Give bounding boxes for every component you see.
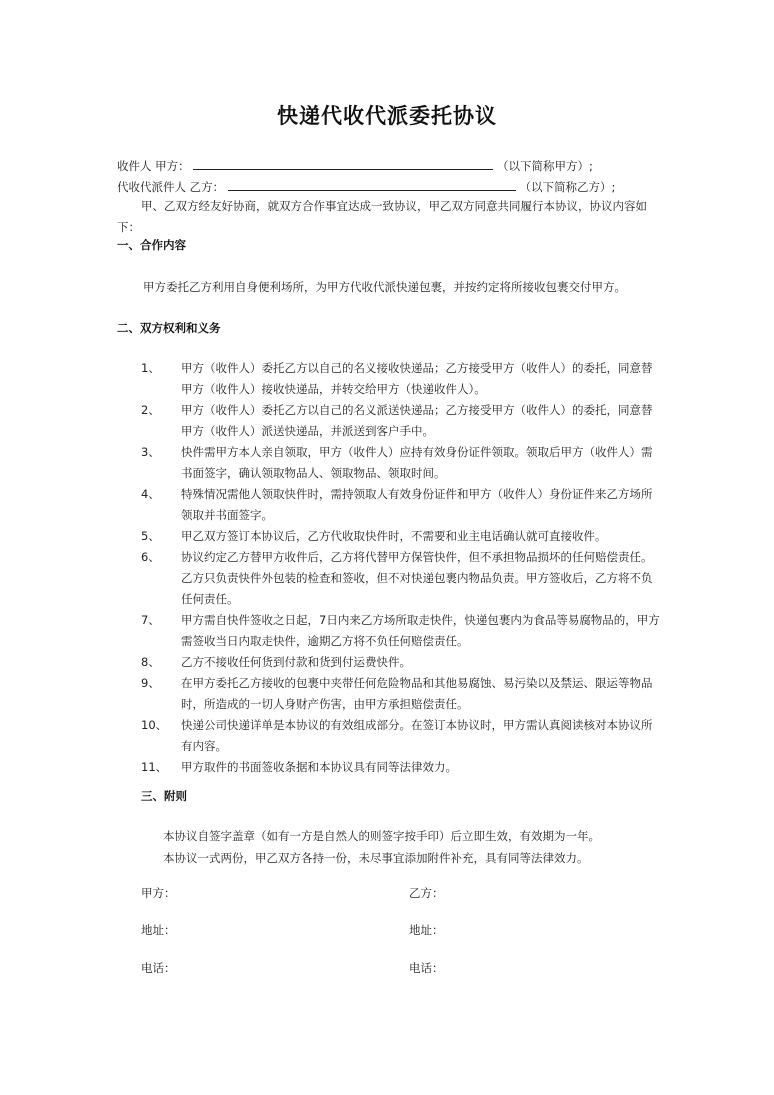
clause-item (141, 715, 661, 757)
clause-list (141, 358, 661, 778)
party-a-signature-label: 甲方： (141, 886, 176, 900)
clause-number: 6、 (141, 550, 160, 564)
clause-number: 11、 (141, 760, 168, 774)
clause-number: 4、 (141, 487, 160, 501)
party-b-label: 代收代派件人 乙方： (117, 180, 225, 194)
party-b-blank (228, 177, 516, 191)
section-2-heading: 二、双方权利和义务 (117, 321, 221, 335)
clause-item (141, 673, 661, 715)
party-a-label: 收件人 甲方： (117, 159, 190, 173)
document-title: 快递代收代派委托协议 (277, 104, 497, 128)
clause-item (141, 358, 661, 400)
clause-item (141, 442, 661, 484)
appendix-paragraph-1: 本协议自签字盖章（如有一方是自然人的则签字按手印）后立即生效，有效期为一年。 (163, 829, 600, 843)
clause-text: 快递公司快递详单是本协议的有效组成部分。在签订本协议时，甲方需认真阅读核对本协议所有内容。 (181, 718, 653, 753)
clause-text: 协议约定乙方替甲方收件后，乙方将代替甲方保管快件，但不承担物品损坏的任何赔偿责任。乙方只负责快件外包装的检查和签收，但不对快递包裹内物品负责。甲方签收后，乙方将不负任何责任。 (181, 550, 653, 606)
party-a-phone-label: 电话： (141, 961, 176, 975)
clause-number: 1、 (141, 361, 160, 375)
party-b-phone-label: 电话： (409, 961, 444, 975)
clause-text: 甲乙双方签订本协议后，乙方代收取快件时，不需要和业主电话确认就可直接收件。 (181, 529, 607, 543)
clause-item (141, 526, 661, 547)
clause-text: 快件需甲方本人亲自领取，甲方（收件人）应持有效身份证件领取。领取后甲方（收件人）需书面签字，确认领取物品人、领取物品、领取时间。 (181, 445, 653, 480)
intro-paragraph: 甲、乙双方经友好协商，就双方合作事宜达成一致协议，甲乙双方同意共同履行本协议，协议内容如下： (117, 199, 647, 234)
clause-number: 2、 (141, 403, 160, 417)
clause-item (141, 610, 661, 652)
clause-number: 9、 (141, 676, 160, 690)
clause-text: 甲方（收件人）委托乙方以自己的名义接收快递品；乙方接受甲方（收件人）的委托，同意替甲方（收件人）接收快递品，并转交给甲方（快递收件人）。 (181, 361, 653, 396)
clause-number: 3、 (141, 445, 160, 459)
party-b-address-label: 地址： (409, 923, 444, 937)
party-a-blank (193, 156, 493, 170)
clause-item (141, 484, 661, 526)
clause-text: 乙方不接收任何货到付款和货到付运费快件。 (181, 655, 411, 669)
party-b-line (117, 177, 615, 195)
appendix-paragraph-2: 本协议一式两份，甲乙双方各持一份，未尽事宜添加附件补充，具有同等法律效力。 (163, 851, 589, 865)
clause-text: 甲方取件的书面签收条据和本协议具有同等法律效力。 (181, 760, 457, 774)
clause-text: 特殊情况需他人领取快件时，需持领取人有效身份证件和甲方（收件人）身份证件来乙方场所领取并书面签字。 (181, 487, 653, 522)
party-b-signature-label: 乙方： (409, 886, 444, 900)
section-1-heading: 一、合作内容 (117, 238, 186, 252)
section-1-text: 甲方委托乙方利用自身便利场所，为甲方代收代派快递包裹，并按约定将所接收包裹交付甲方。 (143, 280, 626, 294)
party-b-suffix: （以下简称乙方）; (519, 180, 616, 194)
clause-item (141, 757, 661, 778)
clause-number: 8、 (141, 655, 160, 669)
clause-number: 10、 (141, 718, 168, 732)
party-a-suffix: （以下简称甲方）; (496, 159, 593, 173)
clause-text: 在甲方委托乙方接收的包裹中夹带任何危险物品和其他易腐蚀、易污染以及禁运、限运等物品时，所造成的一切人身财产伤害，由甲方承担赔偿责任。 (181, 676, 653, 711)
section-3-heading: 三、附则 (141, 789, 187, 803)
party-a-line (117, 156, 593, 174)
party-a-address-label: 地址： (141, 923, 176, 937)
clause-item (141, 400, 661, 442)
clause-number: 5、 (141, 529, 160, 543)
clause-text: 甲方（收件人）委托乙方以自己的名义派送快递品；乙方接受甲方（收件人）的委托，同意替甲方（收件人）派送快递品，并派送到客户手中。 (181, 403, 653, 438)
clause-item (141, 547, 661, 610)
clause-item (141, 652, 661, 673)
clause-text: 甲方需自快件签收之日起，7日内来乙方场所取走快件，快递包裹内为食品等易腐物品的，甲方需签收当日内取走快件，逾期乙方将不负任何赔偿责任。 (181, 613, 660, 648)
clause-number: 7、 (141, 613, 160, 627)
